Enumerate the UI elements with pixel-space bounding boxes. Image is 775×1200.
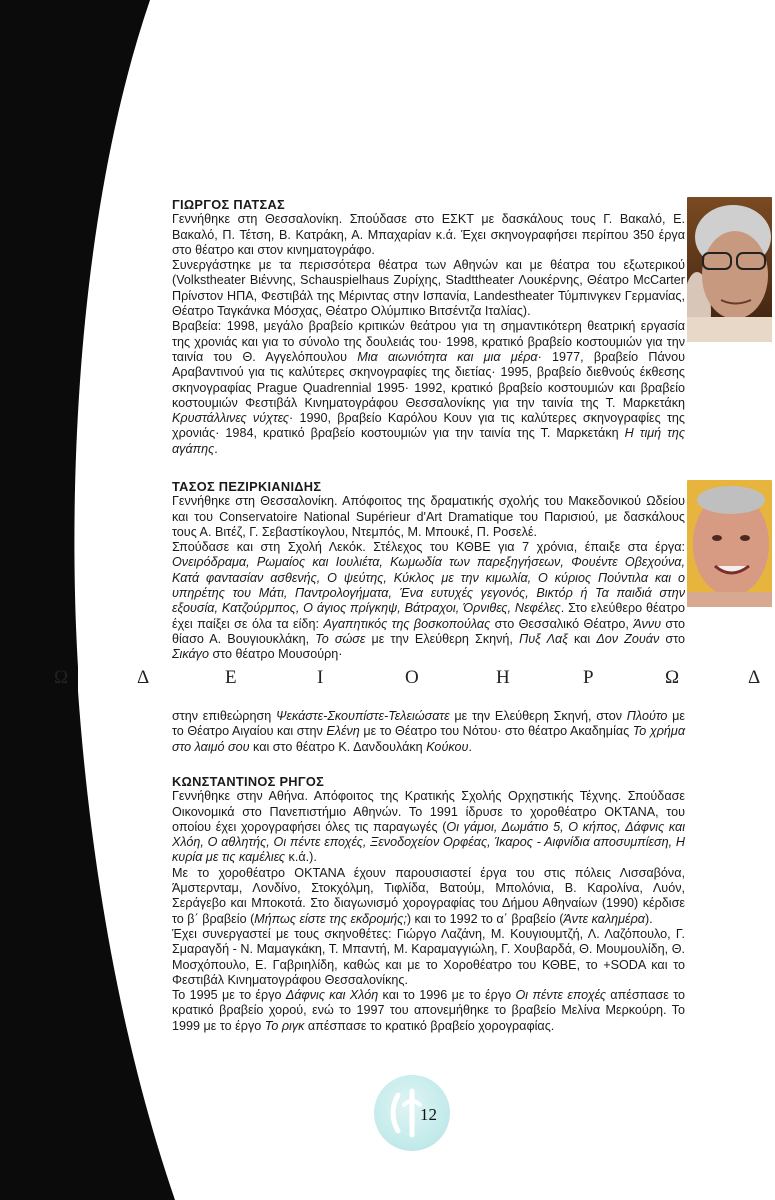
work-title: Ψεκάστε-Σκουπίστε-Τελειώσατε [275,709,450,723]
work-title: Άντε καλημέρα [563,911,645,926]
bio-paragraph: Το 1995 με το έργο Δάφνις και Χλόη και το 1996 με το έργο Οι πέντε εποχές απέσπασε το κρατικό βραβείο χορού, ενώ το 1997 του απονεμήθηκε το βραβείο Μελίνα Μερκούρη. Το 1999 με το έργο Το ριγκ απέσπασε το κρατικό βραβείο χορογραφίας. [172,988,686,1033]
logo-emblem [374,1075,450,1151]
work-title: Πλούτο [626,709,668,723]
band-letter: Ω [665,667,680,688]
band-letter: Ω [54,667,69,688]
emblem-glyph-icon [374,1075,450,1151]
work-title: Το ριγκ [264,1018,305,1033]
work-title: Κρυστάλλινες νύχτες [172,411,290,426]
bio-heading: ΚΩΝΣΤΑΝΤΙΝΟΣ ΡΗΓΟΣ [172,774,325,789]
band-letter: Δ [137,667,150,688]
work-title: Αγαπητικός της βοσκοπούλας [323,616,491,631]
bio-tasos-pezirkianidis [172,479,685,663]
bio-paragraph: Βραβεία: 1998, μεγάλο βραβείο κριτικών θεάτρου για τη σημαντικότερη θεατρική εργασία της χρονιάς και για το σύνολο της δουλειάς του· 1998, κρατικό βραβείο κοστουμιών για την ταινία του Θ. Αγγελόπουλου Μια αιωνιότητα και μια μέρα· 1977, βραβείο Πάνου Αραβαντινού για τις καλύτερες σκηνογραφίες της διετίας· 1995, βραβείο διεθνούς έκθεσης σκηνογραφίας Prague Quadrennial 1995· 1992, κρατικό βραβείο κοστουμιών και βραβείο κοστουμιών Φεστιβάλ Κινηματογράφου Θεσσαλονίκης για την ταινία της Τ. Μαρκετάκη Κρυστάλλινες νύχτες· 1990, βραβείο Καρόλου Κουν για τις καλύτερες σκηνογραφίες της χρονιάς· 1984, κρατικό βραβείο κοστουμιών για την ταινία της Τ. Μαρκετάκη Η τιμή της αγάπης. [172,319,685,456]
band-letter: Ι [317,667,324,688]
work-title: Άννυ [633,616,661,631]
work-title: Δάφνις και Χλόη [285,988,379,1003]
bio-heading: ΓΙΩΡΓΟΣ ΠΑΤΣΑΣ [172,197,285,212]
bio-paragraph: Γεννήθηκε στην Αθήνα. Απόφοιτος της Κρατικής Σχολής Ορχηστικής Τέχνης. Σπούδασε Οικονομικά στο Πανεπιστήμιο Αθηνών. Το 1991 ίδρυσε το χοροθέατρο ΟΚΤΑΝΑ, του οποίου έχει χορογραφήσει όλες τις παραγωγές (Οι γάμοι, Δωμάτιο 5, Ο κήπος, Δάφνις και Χλόη, Ο αθλητής, Οι πέντε εποχές, Ξενοδοχείον Ορφέας, Ίκαρος - Αιφνίδια αποσυμπίεση, Η κυρία με τις καμέλιες κ.ά.). [172,789,685,865]
work-title: Η τιμή της αγάπης [172,426,685,456]
photo-giorgos-patsas [687,197,772,342]
bio-paragraph: Με το χοροθέατρο ΟΚΤΑΝΑ έχουν παρουσιαστεί έργα του στις πόλεις Λισσαβόνα, Άμστερνταμ, Λονδίνο, Στοκχόλμη, Τιφλίδα, Βατούμ, Μπολόνια, Β. Καρολίνα, Λυόν, Σεράγεβο και Μποκοτά. Στο διαγωνισμό χορογραφίας του Δήμου Αθηναίων (1990) κέρδισε το β΄ βραβείο (Μήπως είστε της εκδρομής;) και το 1992 το α΄ βραβείο (Άντε καλημέρα). [172,865,685,926]
band-letter: Ο [405,667,419,688]
work-title: Ελένη [326,724,360,739]
work-title: Μήπως είστε της εκδρομής; [254,911,407,926]
work-title: Μια αιωνιότητα και μια μέρα [357,349,538,364]
band-letter: Δ [748,667,761,688]
bio-paragraph: Γεννήθηκε στη Θεσσαλονίκη. Απόφοιτος της δραματικής σχολής του Μακεδονικού Ωδείου και του Conservatoire National Supérieur d'Art Dramatique του Παρισιού, με δασκάλους τους Α. Βιτέζ, Γ. Σεβαστίκογλου, Ντεμπός, Μ. Μπουκέ, Π. Ροσελέ. [172,494,685,539]
bio-heading: ΤΑΣΟΣ ΠΕΖΙΡΚΙΑΝΙΔΗΣ [172,479,322,494]
band-letter: Η [496,667,510,688]
bio-konstantinos-rigos [172,774,685,1034]
bio-paragraph: Σπούδασε και στη Σχολή Λεκόκ. Στέλεχος του ΚΘΒΕ για 7 χρόνια, έπαιξε στα έργα: Ονειρόδραμα, Ρωμαίος και Ιουλιέτα, Κωμωδία των παρεξηγήσεων, Φουέντε Οβεχούνα, Κατά φαντασίαν ασθενής, Ο ψεύτης, Κύκλος με την κιμωλία, Ο κύριος Πούντιλα και ο υπηρέτης του Μάτι, Παντρολογήματα, Ένα ευτυχές γεγονός, Βικτόρ ή Τα παιδιά στην εξουσία, Κατζούρμπος, Ο άγιος πρίγκηψ, Βάτραχοι, Όρνιθες, Νεφέλες. Στο ελεύθερο θέατρο έχει παίξει σε όλα τα είδη: Αγαπητικός της βοσκοπούλας στο Θεσσαλικό Θέατρο, Άννυ στο θίασο Α. Βουγιουκλάκη, Το σώσε με την Ελεύθερη Σκηνή, Πυξ Λαξ και Δον Ζουάν στο Σικάγο στο θέατρο Μουσούρη· [172,540,685,662]
work-title: Οι γάμοι, Δωμάτιο 5, Ο κήπος, Δάφνις και Χλόη, Ο αθλητής, Οι πέντε εποχές, Ξενοδοχείον Ορφέας, Ίκαρος - Αιφνίδια αποσυμπίεση, Η κυρία με τις καμέλιες [172,819,685,865]
work-title: Δον Ζουάν [596,631,660,646]
bio-paragraph: Έχει συνεργαστεί με τους σκηνοθέτες: Γιώργο Λαζάνη, Μ. Κουγιουμτζή, Λ. Λαζόπουλο, Γ. Σμαραγδή - Ν. Μαμαγκάκη, Τ. Μπαντή, Μ. Καραμαγγιώλη, Γ. Χουβαρδά, Θ. Μουμουλίδη, Θ. Μοσχόπουλο, Ε. Γαβριηλίδη, καθώς και με το Χοροθέατρο του ΚΘΒΕ, το +SODA και το Φεστιβάλ Κινηματογράφου Θεσσαλονίκης. [172,926,685,987]
page-number: 12 [420,1105,437,1124]
bio-tasos-continuation [172,709,685,755]
work-title: Κούκου [426,739,469,754]
work-title: Σικάγο [172,647,209,662]
work-title: Το χρήμα στο λαιμό σου [172,724,685,754]
photo-tasos-pezirkianidis [687,480,772,607]
bio-giorgos-patsas [172,197,685,457]
bio-paragraph: στην επιθεώρηση Ψεκάστε-Σκουπίστε-Τελειώσατε με την Ελεύθερη Σκηνή, στον Πλούτο με το Θέατρο Αιγαίου και στην Ελένη με το Θέατρο του Νότου· στο θέατρο Ακαδημίας Το χρήμα στο λαιμό σου και στο θέατρο Κ. Δανδουλάκη Κούκου. [172,709,685,754]
band-letter: Ε [225,667,237,688]
band-letter: Ρ [583,667,594,688]
work-title: Οι πέντε εποχές [515,988,606,1003]
work-title: Πυξ Λαξ [519,631,568,646]
bio-paragraph: Συνεργάστηκε με τα περισσότερα θέατρα των Αθηνών και με θέατρα του εξωτερικού (Volkstheater Βιέννης, Schauspielhaus Ζυρίχης, Stadttheater Λουκέρνης, Θέατρο McCarter Πρίνστον ΗΠΑ, Φεστιβάλ της Μέριντας στην Ισπανία, Landestheater Τύμπινγκεν Γερμανίας, Θέατρο Ταγκάνκα Μόσχας, Θέατρο Ολύμπικο Βιτσέντζα Ιταλίας). [172,258,685,319]
band-letters [0,667,775,691]
bio-paragraph: Γεννήθηκε στη Θεσσαλονίκη. Σπούδασε στο ΕΣΚΤ με δασκάλους τους Γ. Βακαλό, Ε. Βακαλό, Π. Τέτση, Β. Κατράκη, Α. Μπαχαρίαν κ.ά. Έχει σκηνογραφήσει περίπου 350 έργα στο θέατρο και στον κινηματογράφο. [172,212,685,257]
work-title: Ονειρόδραμα, Ρωμαίος και Ιουλιέτα, Κωμωδία των παρεξηγήσεων, Φουέντε Οβεχούνα, Κατά φαντασίαν ασθενής, Ο ψεύτης, Κύκλος με την κιμωλία, Ο κύριος Πούντιλα και ο υπηρέτης του Μάτι, Παντρολογήματα, Ένα ευτυχές γεγονός, Βικτόρ ή Τα παιδιά στην εξουσία, Κατζούρμπος, Ο άγιος πρίγκηψ, Βάτραχοι, Όρνιθες, Νεφέλες [172,555,685,616]
work-title: Το σώσε [315,631,366,646]
